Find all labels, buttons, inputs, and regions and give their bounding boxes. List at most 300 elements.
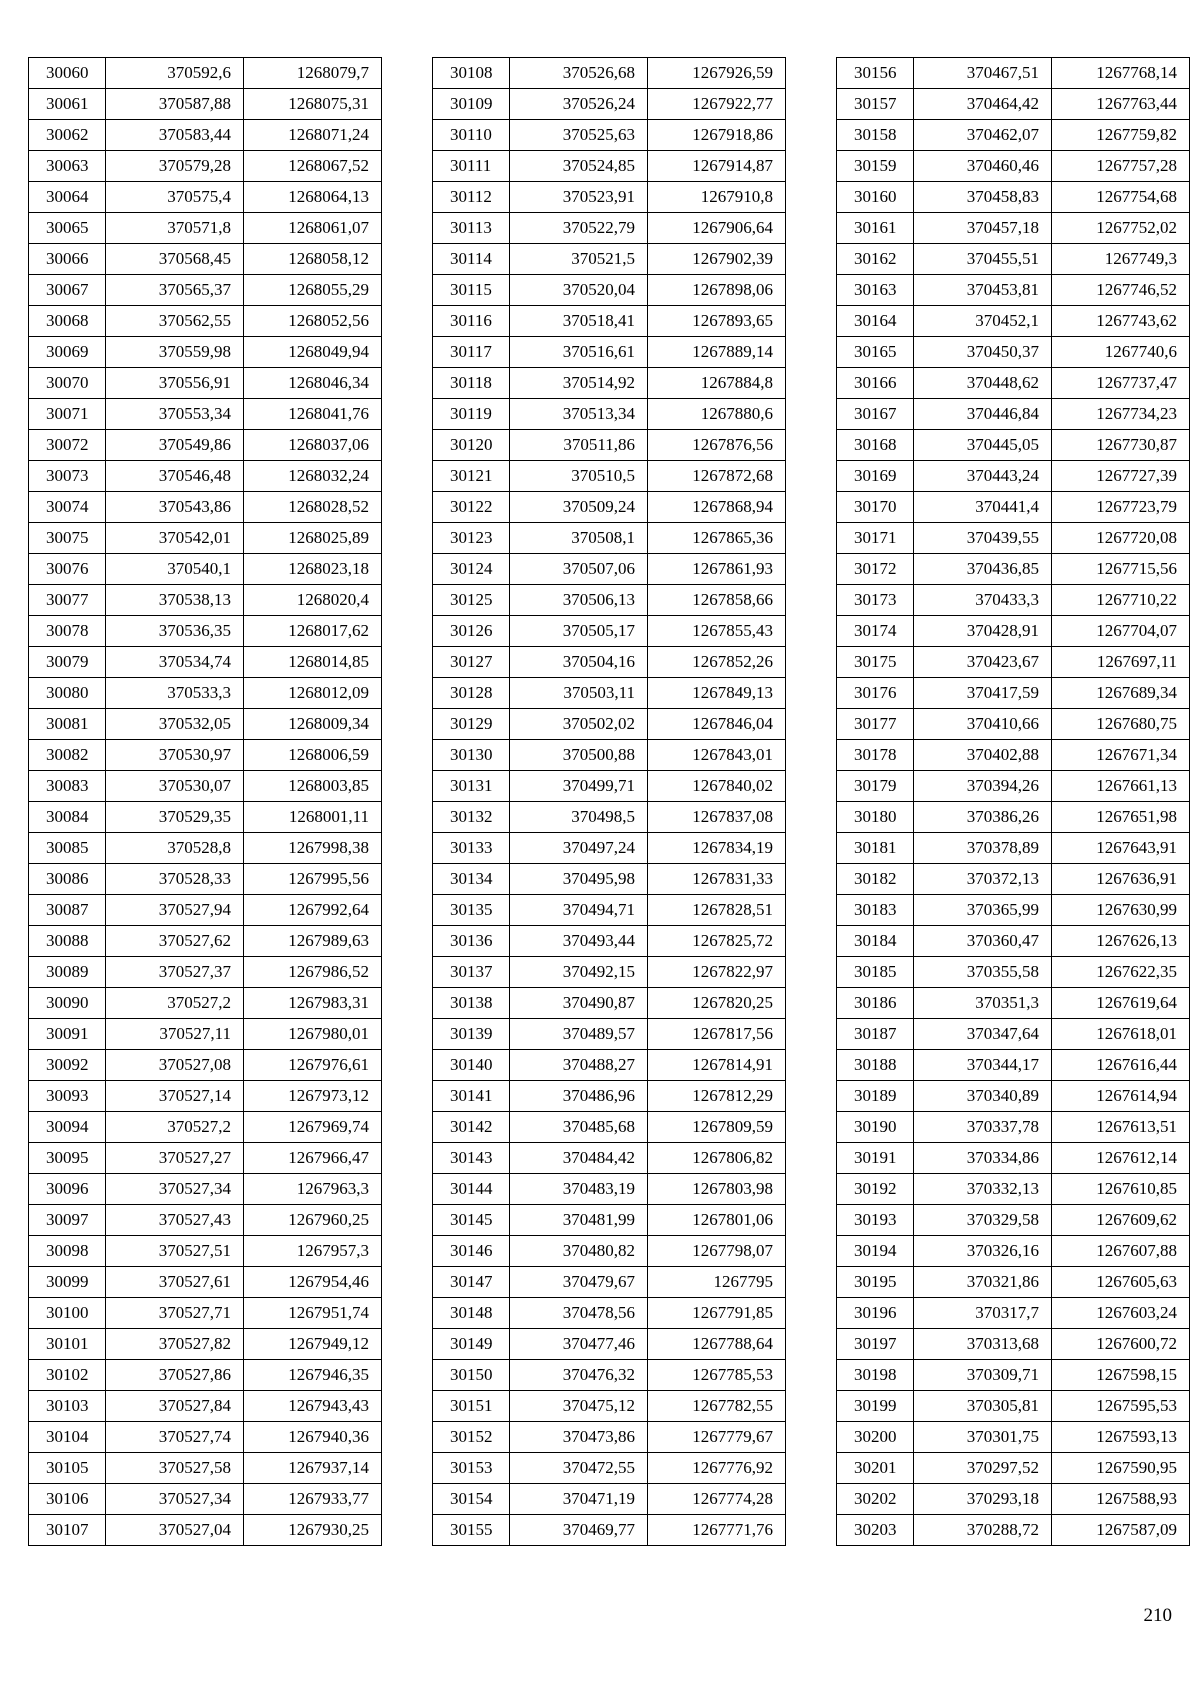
table-row [433,1236,786,1267]
table-row [837,399,1190,430]
table-row [29,1081,382,1112]
table-row [29,1050,382,1081]
y-coordinate-cell: 1267746,52 [1052,275,1190,306]
y-coordinate-cell: 1267791,85 [648,1298,786,1329]
point-number-cell: 30074 [29,492,106,523]
x-coordinate-cell: 370301,75 [914,1422,1052,1453]
x-coordinate-cell: 370522,79 [510,213,648,244]
table-row [29,213,382,244]
table-row [433,1019,786,1050]
x-coordinate-cell: 370344,17 [914,1050,1052,1081]
x-coordinate-cell: 370562,55 [106,306,244,337]
table-row [433,740,786,771]
y-coordinate-cell: 1267957,3 [244,1236,382,1267]
y-coordinate-cell: 1267861,93 [648,554,786,585]
x-coordinate-cell: 370355,58 [914,957,1052,988]
x-coordinate-cell: 370417,59 [914,678,1052,709]
point-number-cell: 30171 [837,523,914,554]
y-coordinate-cell: 1267983,31 [244,988,382,1019]
y-coordinate-cell: 1267603,24 [1052,1298,1190,1329]
table-row [837,926,1190,957]
point-number-cell: 30069 [29,337,106,368]
y-coordinate-cell: 1267779,67 [648,1422,786,1453]
x-coordinate-cell: 370472,55 [510,1453,648,1484]
table-row [29,1143,382,1174]
table-row [837,306,1190,337]
y-coordinate-cell: 1267943,43 [244,1391,382,1422]
point-number-cell: 30080 [29,678,106,709]
point-number-cell: 30158 [837,120,914,151]
table-row [29,678,382,709]
x-coordinate-cell: 370502,02 [510,709,648,740]
table-row [29,647,382,678]
y-coordinate-cell: 1268058,12 [244,244,382,275]
y-coordinate-cell: 1267884,8 [648,368,786,399]
table-row [433,585,786,616]
table-row [433,864,786,895]
table-row [433,306,786,337]
table-row [837,1329,1190,1360]
x-coordinate-cell: 370423,67 [914,647,1052,678]
point-number-cell: 30188 [837,1050,914,1081]
y-coordinate-cell: 1267730,87 [1052,430,1190,461]
x-coordinate-cell: 370527,71 [106,1298,244,1329]
x-coordinate-cell: 370571,8 [106,213,244,244]
table-row [837,1484,1190,1515]
table-row [837,213,1190,244]
point-number-cell: 30098 [29,1236,106,1267]
table-row [29,1112,382,1143]
table-row [29,957,382,988]
table-row [29,988,382,1019]
y-coordinate-cell: 1267723,79 [1052,492,1190,523]
y-coordinate-cell: 1267704,07 [1052,616,1190,647]
point-number-cell: 30064 [29,182,106,213]
table-row [29,1391,382,1422]
point-number-cell: 30124 [433,554,510,585]
table-row [433,678,786,709]
x-coordinate-cell: 370337,78 [914,1112,1052,1143]
x-coordinate-cell: 370488,27 [510,1050,648,1081]
y-coordinate-cell: 1267734,23 [1052,399,1190,430]
y-coordinate-cell: 1268012,09 [244,678,382,709]
x-coordinate-cell: 370532,05 [106,709,244,740]
x-coordinate-cell: 370527,86 [106,1360,244,1391]
point-number-cell: 30179 [837,771,914,802]
y-coordinate-cell: 1267710,22 [1052,585,1190,616]
table-row [29,554,382,585]
table-row [837,1174,1190,1205]
x-coordinate-cell: 370508,1 [510,523,648,554]
x-coordinate-cell: 370587,88 [106,89,244,120]
y-coordinate-cell: 1267995,56 [244,864,382,895]
table-row [29,58,382,89]
y-coordinate-cell: 1267910,8 [648,182,786,213]
x-coordinate-cell: 370525,63 [510,120,648,151]
table-row [433,182,786,213]
point-number-cell: 30065 [29,213,106,244]
point-number-cell: 30123 [433,523,510,554]
point-number-cell: 30169 [837,461,914,492]
table-row [29,1267,382,1298]
y-coordinate-cell: 1267831,33 [648,864,786,895]
table-row [29,1205,382,1236]
x-coordinate-cell: 370481,99 [510,1205,648,1236]
x-coordinate-cell: 370460,46 [914,151,1052,182]
x-coordinate-cell: 370351,3 [914,988,1052,1019]
x-coordinate-cell: 370469,77 [510,1515,648,1546]
x-coordinate-cell: 370457,18 [914,213,1052,244]
table-row [433,1143,786,1174]
y-coordinate-cell: 1267763,44 [1052,89,1190,120]
y-coordinate-cell: 1267752,02 [1052,213,1190,244]
y-coordinate-cell: 1267834,19 [648,833,786,864]
y-coordinate-cell: 1267607,88 [1052,1236,1190,1267]
point-number-cell: 30082 [29,740,106,771]
table-row [837,182,1190,213]
point-number-cell: 30075 [29,523,106,554]
x-coordinate-cell: 370436,85 [914,554,1052,585]
table-row [29,771,382,802]
x-coordinate-cell: 370565,37 [106,275,244,306]
x-coordinate-cell: 370529,35 [106,802,244,833]
point-number-cell: 30093 [29,1081,106,1112]
y-coordinate-cell: 1267661,13 [1052,771,1190,802]
y-coordinate-cell: 1267926,59 [648,58,786,89]
x-coordinate-cell: 370528,8 [106,833,244,864]
table-row [837,1050,1190,1081]
table-row [29,1298,382,1329]
y-coordinate-cell: 1267588,93 [1052,1484,1190,1515]
y-coordinate-cell: 1267671,34 [1052,740,1190,771]
table-row [29,306,382,337]
point-number-cell: 30147 [433,1267,510,1298]
x-coordinate-cell: 370489,57 [510,1019,648,1050]
y-coordinate-cell: 1267960,25 [244,1205,382,1236]
table-row [837,89,1190,120]
point-number-cell: 30173 [837,585,914,616]
x-coordinate-cell: 370527,84 [106,1391,244,1422]
table-row [29,709,382,740]
point-number-cell: 30116 [433,306,510,337]
table-row [433,1391,786,1422]
table-row [837,523,1190,554]
table-row [837,647,1190,678]
x-coordinate-cell: 370553,34 [106,399,244,430]
point-number-cell: 30084 [29,802,106,833]
x-coordinate-cell: 370446,84 [914,399,1052,430]
point-number-cell: 30143 [433,1143,510,1174]
table-row [29,802,382,833]
table-row [29,1019,382,1050]
point-number-cell: 30152 [433,1422,510,1453]
y-coordinate-cell: 1267814,91 [648,1050,786,1081]
point-number-cell: 30122 [433,492,510,523]
table-row [29,895,382,926]
point-number-cell: 30113 [433,213,510,244]
x-coordinate-cell: 370511,86 [510,430,648,461]
point-number-cell: 30062 [29,120,106,151]
point-number-cell: 30061 [29,89,106,120]
x-coordinate-cell: 370527,43 [106,1205,244,1236]
table-row [29,399,382,430]
table-row [29,523,382,554]
x-coordinate-cell: 370394,26 [914,771,1052,802]
point-number-cell: 30176 [837,678,914,709]
x-coordinate-cell: 370297,52 [914,1453,1052,1484]
x-coordinate-cell: 370483,19 [510,1174,648,1205]
x-coordinate-cell: 370495,98 [510,864,648,895]
table-row [29,833,382,864]
point-number-cell: 30104 [29,1422,106,1453]
table-row [433,616,786,647]
x-coordinate-cell: 370504,16 [510,647,648,678]
table-row [837,1391,1190,1422]
table-row [837,864,1190,895]
table-row [433,1050,786,1081]
table-row [433,1329,786,1360]
y-coordinate-cell: 1267803,98 [648,1174,786,1205]
y-coordinate-cell: 1267612,14 [1052,1143,1190,1174]
x-coordinate-cell: 370540,1 [106,554,244,585]
y-coordinate-cell: 1267937,14 [244,1453,382,1484]
point-number-cell: 30140 [433,1050,510,1081]
y-coordinate-cell: 1267619,64 [1052,988,1190,1019]
y-coordinate-cell: 1267590,95 [1052,1453,1190,1484]
y-coordinate-cell: 1267609,62 [1052,1205,1190,1236]
point-number-cell: 30128 [433,678,510,709]
y-coordinate-cell: 1267749,3 [1052,244,1190,275]
table-row [433,368,786,399]
point-number-cell: 30150 [433,1360,510,1391]
x-coordinate-cell: 370527,94 [106,895,244,926]
y-coordinate-cell: 1267876,56 [648,430,786,461]
point-number-cell: 30107 [29,1515,106,1546]
table-row [837,1112,1190,1143]
point-number-cell: 30154 [433,1484,510,1515]
point-number-cell: 30135 [433,895,510,926]
point-number-cell: 30100 [29,1298,106,1329]
x-coordinate-cell: 370536,35 [106,616,244,647]
x-coordinate-cell: 370293,18 [914,1484,1052,1515]
y-coordinate-cell: 1267865,36 [648,523,786,554]
point-number-cell: 30201 [837,1453,914,1484]
x-coordinate-cell: 370476,32 [510,1360,648,1391]
y-coordinate-cell: 1267963,3 [244,1174,382,1205]
page-number: 210 [1143,1605,1172,1626]
y-coordinate-cell: 1267966,47 [244,1143,382,1174]
y-coordinate-cell: 1267697,11 [1052,647,1190,678]
table-row [837,585,1190,616]
table-row [837,461,1190,492]
point-number-cell: 30195 [837,1267,914,1298]
x-coordinate-cell: 370477,46 [510,1329,648,1360]
y-coordinate-cell: 1267973,12 [244,1081,382,1112]
point-number-cell: 30182 [837,864,914,895]
x-coordinate-cell: 370479,67 [510,1267,648,1298]
table-row [29,337,382,368]
point-number-cell: 30199 [837,1391,914,1422]
x-coordinate-cell: 370524,85 [510,151,648,182]
point-number-cell: 30081 [29,709,106,740]
point-number-cell: 30196 [837,1298,914,1329]
y-coordinate-cell: 1267610,85 [1052,1174,1190,1205]
table-row [29,1329,382,1360]
point-number-cell: 30110 [433,120,510,151]
table-row [433,895,786,926]
y-coordinate-cell: 1267613,51 [1052,1112,1190,1143]
x-coordinate-cell: 370332,13 [914,1174,1052,1205]
table-row [29,89,382,120]
x-coordinate-cell: 370527,11 [106,1019,244,1050]
table-row [29,926,382,957]
point-number-cell: 30126 [433,616,510,647]
table-row [837,1360,1190,1391]
table-row [837,988,1190,1019]
y-coordinate-cell: 1267689,34 [1052,678,1190,709]
table-row [837,554,1190,585]
point-number-cell: 30203 [837,1515,914,1546]
y-coordinate-cell: 1267949,12 [244,1329,382,1360]
y-coordinate-cell: 1267727,39 [1052,461,1190,492]
point-number-cell: 30085 [29,833,106,864]
table-row [29,120,382,151]
y-coordinate-cell: 1267914,87 [648,151,786,182]
table-row [837,957,1190,988]
x-coordinate-cell: 370527,34 [106,1484,244,1515]
x-coordinate-cell: 370497,24 [510,833,648,864]
y-coordinate-cell: 1267930,25 [244,1515,382,1546]
point-number-cell: 30132 [433,802,510,833]
point-number-cell: 30163 [837,275,914,306]
point-number-cell: 30078 [29,616,106,647]
point-number-cell: 30200 [837,1422,914,1453]
y-coordinate-cell: 1268014,85 [244,647,382,678]
x-coordinate-cell: 370365,99 [914,895,1052,926]
point-number-cell: 30174 [837,616,914,647]
table-row [29,1236,382,1267]
table-row [29,461,382,492]
table-row [29,616,382,647]
point-number-cell: 30156 [837,58,914,89]
y-coordinate-cell: 1267898,06 [648,275,786,306]
y-coordinate-cell: 1267614,94 [1052,1081,1190,1112]
y-coordinate-cell: 1268055,29 [244,275,382,306]
y-coordinate-cell: 1267849,13 [648,678,786,709]
x-coordinate-cell: 370313,68 [914,1329,1052,1360]
table-row [433,337,786,368]
table-row [837,1267,1190,1298]
table-row [837,58,1190,89]
point-number-cell: 30137 [433,957,510,988]
y-coordinate-cell: 1268028,52 [244,492,382,523]
table-row [433,1205,786,1236]
point-number-cell: 30153 [433,1453,510,1484]
point-number-cell: 30185 [837,957,914,988]
x-coordinate-cell: 370484,42 [510,1143,648,1174]
x-coordinate-cell: 370499,71 [510,771,648,802]
table-row [837,368,1190,399]
table-row [29,1174,382,1205]
x-coordinate-cell: 370305,81 [914,1391,1052,1422]
x-coordinate-cell: 370441,4 [914,492,1052,523]
table-row [837,1515,1190,1546]
x-coordinate-cell: 370527,58 [106,1453,244,1484]
x-coordinate-cell: 370458,83 [914,182,1052,213]
point-number-cell: 30164 [837,306,914,337]
y-coordinate-cell: 1267889,14 [648,337,786,368]
point-number-cell: 30105 [29,1453,106,1484]
y-coordinate-cell: 1268020,4 [244,585,382,616]
x-coordinate-cell: 370410,66 [914,709,1052,740]
y-coordinate-cell: 1267587,09 [1052,1515,1190,1546]
coordinates-table-3 [836,57,1190,1546]
x-coordinate-cell: 370448,62 [914,368,1052,399]
point-number-cell: 30102 [29,1360,106,1391]
y-coordinate-cell: 1267852,26 [648,647,786,678]
y-coordinate-cell: 1267812,29 [648,1081,786,1112]
point-number-cell: 30183 [837,895,914,926]
y-coordinate-cell: 1267643,91 [1052,833,1190,864]
y-coordinate-cell: 1267622,35 [1052,957,1190,988]
y-coordinate-cell: 1267798,07 [648,1236,786,1267]
table-row [433,430,786,461]
point-number-cell: 30191 [837,1143,914,1174]
x-coordinate-cell: 370538,13 [106,585,244,616]
table-row [29,368,382,399]
table-row [837,120,1190,151]
y-coordinate-cell: 1268017,62 [244,616,382,647]
x-coordinate-cell: 370543,86 [106,492,244,523]
y-coordinate-cell: 1267598,15 [1052,1360,1190,1391]
x-coordinate-cell: 370317,7 [914,1298,1052,1329]
point-number-cell: 30144 [433,1174,510,1205]
y-coordinate-cell: 1268052,56 [244,306,382,337]
table-row [29,492,382,523]
point-number-cell: 30186 [837,988,914,1019]
table-row [433,399,786,430]
point-number-cell: 30129 [433,709,510,740]
point-number-cell: 30120 [433,430,510,461]
y-coordinate-cell: 1267868,94 [648,492,786,523]
x-coordinate-cell: 370534,74 [106,647,244,678]
y-coordinate-cell: 1267809,59 [648,1112,786,1143]
table-row [837,1081,1190,1112]
point-number-cell: 30118 [433,368,510,399]
point-number-cell: 30108 [433,58,510,89]
point-number-cell: 30083 [29,771,106,802]
table-row [29,151,382,182]
table-row [837,1143,1190,1174]
point-number-cell: 30192 [837,1174,914,1205]
x-coordinate-cell: 370485,68 [510,1112,648,1143]
x-coordinate-cell: 370467,51 [914,58,1052,89]
y-coordinate-cell: 1268075,31 [244,89,382,120]
point-number-cell: 30114 [433,244,510,275]
point-number-cell: 30109 [433,89,510,120]
point-number-cell: 30194 [837,1236,914,1267]
point-number-cell: 30187 [837,1019,914,1050]
point-number-cell: 30112 [433,182,510,213]
y-coordinate-cell: 1267636,91 [1052,864,1190,895]
table-row [433,1174,786,1205]
x-coordinate-cell: 370523,91 [510,182,648,213]
point-number-cell: 30166 [837,368,914,399]
point-number-cell: 30139 [433,1019,510,1050]
point-number-cell: 30089 [29,957,106,988]
point-number-cell: 30119 [433,399,510,430]
y-coordinate-cell: 1268079,7 [244,58,382,89]
